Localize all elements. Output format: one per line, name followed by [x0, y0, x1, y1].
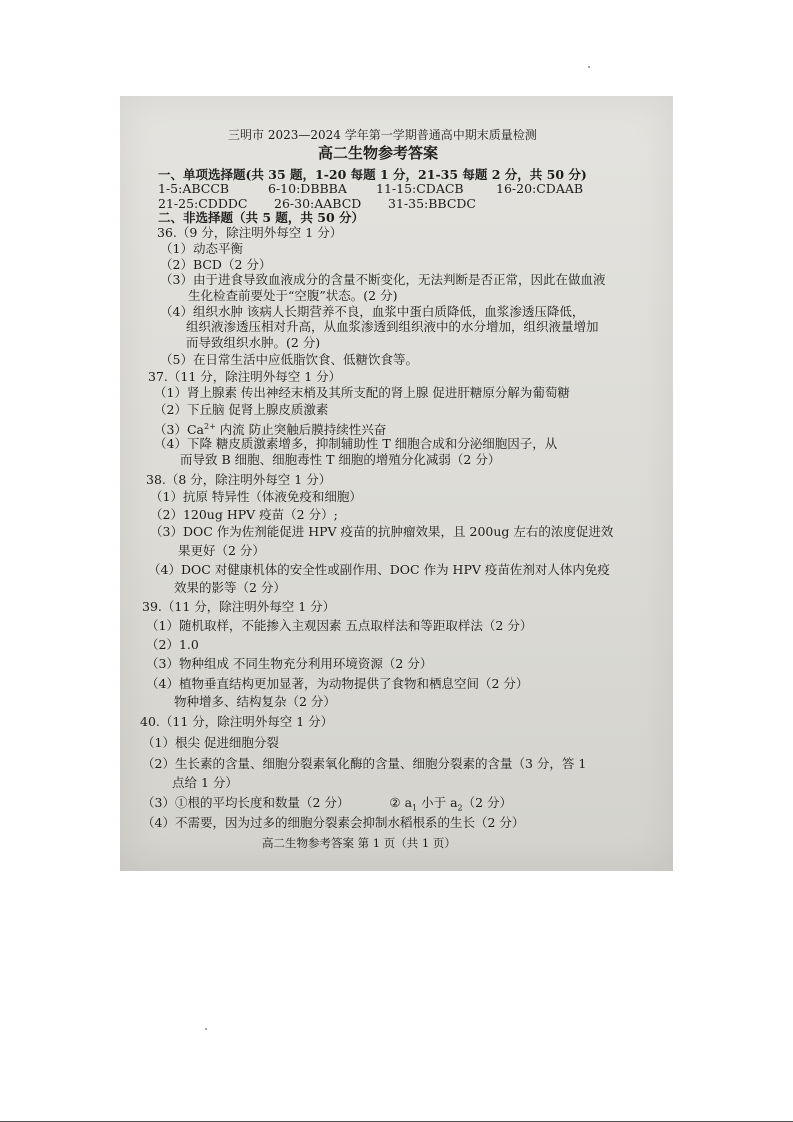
q37-a4-line2: 而导致 B 细胞、细胞毒性 T 细胞的增殖分化减弱（2 分） — [180, 452, 501, 467]
q38-a2: （2）120ug HPV 疫苗（2 分）; — [150, 507, 338, 522]
q36-a3-line1: （3）由于进食导致血液成分的含量不断变化，无法判断是否正常，因此在做血液 — [160, 272, 606, 287]
q38-a4-line1: （4）DOC 对健康机体的安全性或副作用、DOC 作为 HPV 疫苗佐剂对人体内免疫 — [148, 562, 610, 577]
q40-a2-line1: （2）生长素的含量、细胞分裂素氧化酶的含量、细胞分裂素的含量（3 分，答 1 — [142, 756, 587, 771]
mc-row1-b: 6-10:DBBBA — [268, 181, 347, 196]
q40-header: 40.（11 分，除注明外每空 1 分） — [140, 714, 334, 729]
q40-a3-part2: ② a — [389, 795, 413, 810]
q38-header: 38.（8 分，除注明外每空 1 分） — [146, 472, 332, 487]
mc-row2-c: 31-35:BBCDC — [388, 196, 477, 211]
q40-a1: （1）根尖 促进细胞分裂 — [142, 735, 279, 750]
q39-a4-line2: 物种增多、结构复杂（2 分） — [174, 694, 336, 709]
q36-a5: （5）在日常生活中应低脂饮食、低糖饮食等。 — [160, 352, 418, 367]
q40-a3-part4: （2 分） — [462, 795, 513, 810]
q40-a3-part3: 小于 a — [417, 795, 458, 810]
mc-row2-a: 21-25:CDDDC — [158, 196, 248, 211]
q37-a3-sup: 2+ — [203, 422, 216, 431]
q39-a3: （3）物种组成 不同生物充分利用环境资源（2 分） — [146, 656, 433, 671]
q37-a3-pre: （3）Ca — [154, 422, 204, 438]
q38-a4-line2: 效果的影等（2 分） — [174, 580, 286, 595]
stray-mark — [588, 66, 590, 68]
q38-a3-line2: 果更好（2 分） — [178, 543, 265, 558]
q40-a2-line2: 点给 1 分） — [172, 775, 238, 790]
q38-a3-line1: （3）DOC 作为佐剂能促进 HPV 疫苗的抗肿瘤效果，且 200ug 左右的浓度促进效 — [150, 524, 614, 539]
q36-a3-line2: 生化检查前要处于“空腹”状态。(2 分) — [188, 288, 398, 303]
q37-a1: （1）肾上腺素 传出神经末梢及其所支配的肾上腺 促进肝糖原分解为葡萄糖 — [154, 385, 570, 400]
mc-row1-c: 11-15:CDACB — [376, 181, 464, 196]
q37-header: 37.（11 分，除注明外每空 1 分） — [148, 369, 342, 384]
q40-a4: （4）不需要，因为过多的细胞分裂素会抑制水稻根系的生长（2 分） — [142, 815, 525, 830]
mc-row2-b: 26-30:AABCD — [274, 196, 362, 211]
q40-a3-part1: （3）①根的平均长度和数量（2 分） — [142, 795, 350, 810]
q36-header: 36.（9 分，除注明外每空 1 分） — [157, 225, 343, 240]
answer-title: 高二生物参考答案 — [318, 144, 439, 162]
q38-a1: （1）抗原 特异性（体液免疫和细胞） — [150, 489, 362, 504]
q36-a1: （1）动态平衡 — [160, 241, 243, 256]
q39-a2: （2）1.0 — [146, 637, 199, 652]
q37-a4-line1: （4）下降 糖皮质激素增多，抑制辅助性 T 细胞合成和分泌细胞因子，从 — [154, 436, 558, 451]
q36-a2: （2）BCD（2 分） — [160, 257, 272, 272]
section2-heading: 二、非选择题（共 5 题，共 50 分） — [158, 210, 365, 225]
answer-sheet-photo — [120, 96, 673, 871]
q39-header: 39.（11 分，除注明外每空 1 分） — [142, 599, 336, 614]
q37-a2: （2）下丘脑 促肾上腺皮质激素 — [154, 402, 329, 417]
mc-row1-d: 16-20:CDAAB — [496, 181, 584, 196]
q36-a4-line2: 组织液渗透压相对升高，从血浆渗透到组织液中的水分增加，组织液量增加 — [186, 319, 599, 334]
q39-a1: （1）随机取样，不能掺入主观因素 五点取样法和等距取样法（2 分） — [146, 618, 533, 633]
q36-a4-line1: （4）组织水肿 该病人长期营养不良，血浆中蛋白质降低，血浆渗透压降低， — [160, 304, 585, 319]
q40-a3-sub1: 1 — [412, 803, 418, 813]
section1-heading: 一、单项选择题(共 35 题，1-20 每题 1 分，21-35 每题 2 分，共 50 分) — [158, 167, 587, 182]
q39-a4-line1: （4）植物垂直结构更加显著，为动物提供了食物和栖息空间（2 分） — [146, 676, 529, 691]
mc-row1-a: 1-5:ABCCB — [158, 181, 230, 196]
q37-a3 — [154, 419, 386, 437]
q37-a3-post: 内流 防止突触后膜持续性兴奋 — [215, 422, 387, 438]
page-footer: 高二生物参考答案 第 1 页（共 1 页） — [262, 836, 456, 850]
q40-a3-sub2: 2 — [457, 803, 463, 813]
stray-mark — [205, 1028, 207, 1030]
exam-title: 三明市 2023—2024 学年第一学期普通高中期末质量检测 — [228, 128, 537, 142]
q36-a4-line3: 而导致组织水肿。(2 分) — [186, 335, 321, 350]
q40-a3 — [142, 795, 512, 816]
